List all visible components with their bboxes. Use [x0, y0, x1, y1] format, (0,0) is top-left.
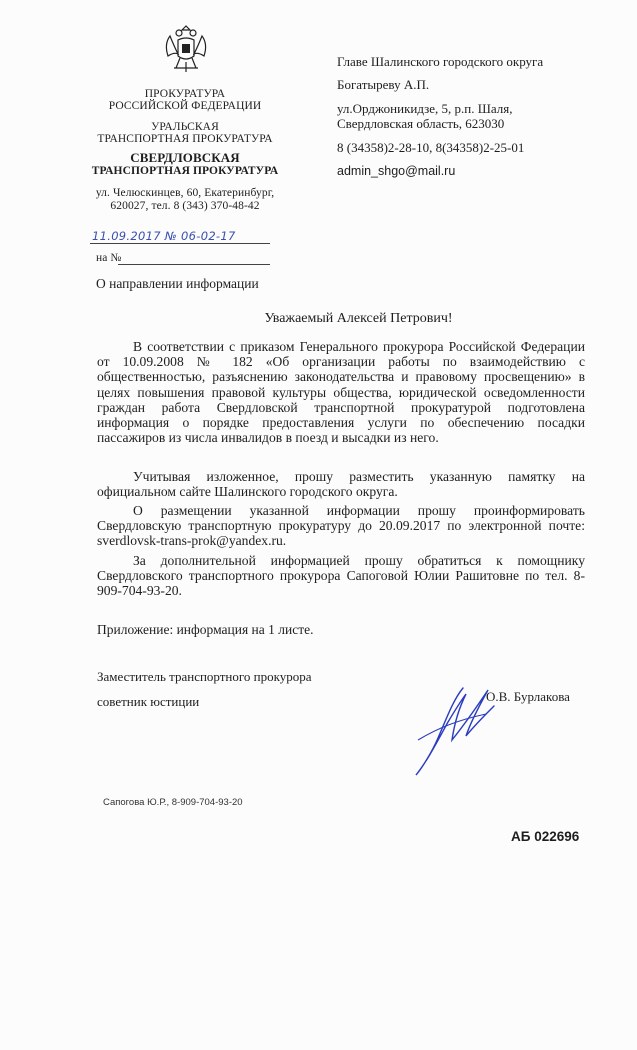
body-paragraph-3: О размещении указанной информации прошу проинформировать Свердловскую транспортную прокуратуру до 20.09.2017 по электронной почте: sverdlovsk-trans-prok@yandex.ru. — [97, 503, 585, 549]
sender-address-2: 620027, тел. 8 (343) 370-48-42 — [110, 200, 260, 212]
na-number-label: на № — [96, 252, 122, 264]
sender-line-5: СВЕРДЛОВСКАЯ — [130, 150, 240, 165]
addressee-line-1: Главе Шалинского городского округа — [337, 54, 544, 69]
handwritten-date-number: 11.09.2017 № 06-02-17 — [92, 229, 236, 243]
addressee-email: admin_shgo@mail.ru — [337, 164, 456, 178]
addressee-line-3: ул.Орджоникидзе, 5, р.п. Шаля, — [337, 101, 513, 116]
sender-address-1: ул. Челюскинцев, 60, Екатеринбург, — [95, 187, 275, 199]
signatory-name: О.В. Бурлакова — [486, 689, 570, 704]
addressee-line-2: Богатыреву А.П. — [337, 77, 430, 92]
document-serial-number: АБ 022696 — [511, 829, 580, 844]
signatory-position-1: Заместитель транспортного прокурора — [97, 669, 312, 684]
handwritten-signature — [408, 680, 498, 780]
signatory-position-2: советник юстиции — [97, 694, 200, 709]
attachment-note: Приложение: информация на 1 листе. — [97, 622, 314, 637]
sender-line-4: ТРАНСПОРТНАЯ ПРОКУРАТУРА — [97, 133, 273, 145]
executor-note: Сапогова Ю.Р., 8-909-704-93-20 — [103, 797, 243, 808]
date-line — [90, 243, 270, 244]
sender-line-3: УРАЛЬСКАЯ — [151, 121, 219, 133]
body-paragraph-4: За дополнительной информацией прошу обратиться к помощнику Свердловского транспортного прокурора Сапоговой Юлии Рашитовне по тел. 8-909-704-93-20. — [97, 553, 585, 599]
na-number-line — [118, 264, 270, 265]
greeting: Уважаемый Алексей Петрович! — [264, 311, 453, 326]
coat-of-arms-emblem — [160, 22, 212, 76]
sender-line-6: ТРАНСПОРТНАЯ ПРОКУРАТУРА — [91, 165, 279, 177]
subject-line: О направлении информации — [96, 276, 259, 291]
body-paragraph-2: Учитывая изложенное, прошу разместить указанную памятку на официальном сайте Шалинского городского округа. — [97, 469, 585, 500]
addressee-line-4: Свердловская область, 623030 — [337, 116, 505, 131]
sender-line-1: ПРОКУРАТУРА — [144, 88, 226, 100]
addressee-phone: 8 (34358)2-28-10, 8(34358)2-25-01 — [337, 140, 525, 155]
sender-line-2: РОССИЙСКОЙ ФЕДЕРАЦИИ — [108, 100, 262, 112]
body-paragraph-1: В соответствии с приказом Генерального прокурора Российской Федерации от 10.09.2008 № 182 «Об организации работы по взаимодействию с общественностью, разъяснению законодательства и правовому просвещению» в целях повышения правовой культуры общества, юридической осведомленности граждан работа Свердловской транспортной прокуратурой подготовлена информация о порядке предоставления услуги по обеспечению посадки пассажиров из числа инвалидов в поезд и высадки из него. — [97, 339, 585, 446]
